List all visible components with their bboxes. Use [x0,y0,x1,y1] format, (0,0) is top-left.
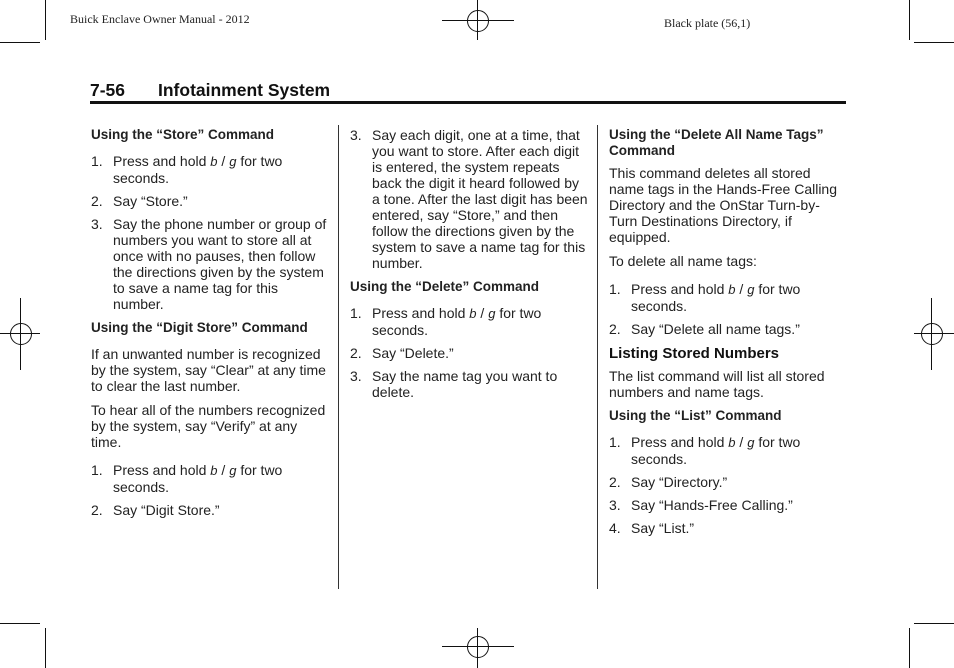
list-item [609,520,847,536]
listing-heading: Listing Stored Numbers [609,345,780,362]
list-item [609,321,847,337]
step-text: Say “Directory.” [631,474,728,490]
list-item [91,502,329,518]
phone-icon: b [469,306,477,321]
step-number: 3. [350,368,362,384]
step-text: for two seconds. [372,305,542,338]
list-item [609,474,847,490]
step-number: 3. [350,127,362,143]
step-number: 2. [609,321,621,337]
voice-icon: g [229,463,237,478]
page-number: 7-56 [90,80,126,100]
separator: / [221,462,226,478]
step-text: Press and hold [113,462,211,478]
phone-icon: b [210,154,218,169]
step-number: 2. [91,193,103,209]
list-item [609,434,847,467]
step-number: 1. [609,434,621,450]
delete-all-steps [609,281,847,337]
step-number: 3. [609,497,621,513]
delete-heading: Using the “Delete” Command [350,279,540,294]
step-text: Press and hold [631,434,729,450]
separator: / [739,281,744,297]
step-text: Say “Digit Store.” [113,502,220,518]
step-number: 4. [609,520,621,536]
step-text: for two seconds. [631,434,801,467]
page-heading [90,80,330,101]
phone-icon: b [728,282,736,297]
paragraph: To hear all of the numbers recognized by the system, say “Verify” at any time. [91,402,326,450]
step-text: for two seconds. [113,462,283,495]
step-number: 1. [350,305,362,321]
heading-rule [90,101,846,104]
step-text: Say “Delete.” [372,345,454,361]
paragraph: This command deletes all stored name tags in the Hands-Free Calling Directory and the OnStar Turn-by-Turn Destinations Directory, if equipped. [609,165,838,245]
phone-icon: b [728,435,736,450]
running-header-title: Buick Enclave Owner Manual - 2012 [70,12,250,26]
step-text: Say “Hands-Free Calling.” [631,497,793,513]
list-command-heading: Using the “List” Command [609,408,782,423]
step-number: 1. [609,281,621,297]
phone-icon: b [210,463,218,478]
list-item [350,345,590,361]
paragraph: To delete all name tags: [609,253,757,269]
digit-store-steps [91,462,329,518]
list-item [91,153,329,186]
list-item [609,497,847,513]
list-item [350,368,590,400]
section-title: Infotainment System [158,80,331,100]
list-steps [609,434,847,536]
voice-icon: g [488,306,496,321]
column-3 [609,127,847,544]
store-steps [91,153,329,312]
store-heading: Using the “Store” Command [91,127,275,142]
list-item [91,216,329,312]
step-number: 2. [609,474,621,490]
step-text: Say “Store.” [113,193,188,209]
voice-icon: g [229,154,237,169]
list-item [91,462,329,495]
list-item [350,127,590,271]
step-text: Say “Delete all name tags.” [631,321,800,337]
paragraph: If an unwanted number is recognized by the system, say “Clear” at any time to clear the last number. [91,346,326,394]
step-text: Say “List.” [631,520,695,536]
digit-store-heading: Using the “Digit Store” Command [91,320,308,335]
step-number: 3. [91,216,103,232]
column-divider [338,125,339,589]
list-item [350,305,590,338]
delete-all-heading: Using the “Delete All Name Tags” Command [609,127,824,158]
list-item [91,193,329,209]
delete-steps [350,305,590,400]
step-text: Press and hold [113,153,211,169]
column-1 [91,127,329,526]
column-2 [350,127,590,408]
step-text: Say each digit, one at a time, that you want to store. After each digit is entered, the system repeats back the digit it heard followed by a tone. After the last digit has been entered, say “Store,” and then follow the directions given by the system to save a name tag for this number. [372,127,588,271]
column-divider [597,125,598,589]
step-number: 1. [91,153,103,169]
step-number: 2. [91,502,103,518]
voice-icon: g [747,435,755,450]
separator: / [221,153,226,169]
voice-icon: g [747,282,755,297]
step-text: Say the name tag you want to delete. [372,368,558,400]
step-text: Press and hold [372,305,470,321]
step-text: Press and hold [631,281,729,297]
list-item [609,281,847,314]
separator: / [480,305,485,321]
step-number: 1. [91,462,103,478]
digit-store-steps-continued [350,127,590,271]
step-text: for two seconds. [113,153,283,186]
step-number: 2. [350,345,362,361]
step-text: Say the phone number or group of numbers you want to store all at once with no pauses, then follow the directions given by the system to save a name tag for this number. [113,216,327,312]
plate-label: Black plate (56,1) [664,16,751,30]
step-text: for two seconds. [631,281,801,314]
separator: / [739,434,744,450]
paragraph: The list command will list all stored numbers and name tags. [609,368,825,400]
